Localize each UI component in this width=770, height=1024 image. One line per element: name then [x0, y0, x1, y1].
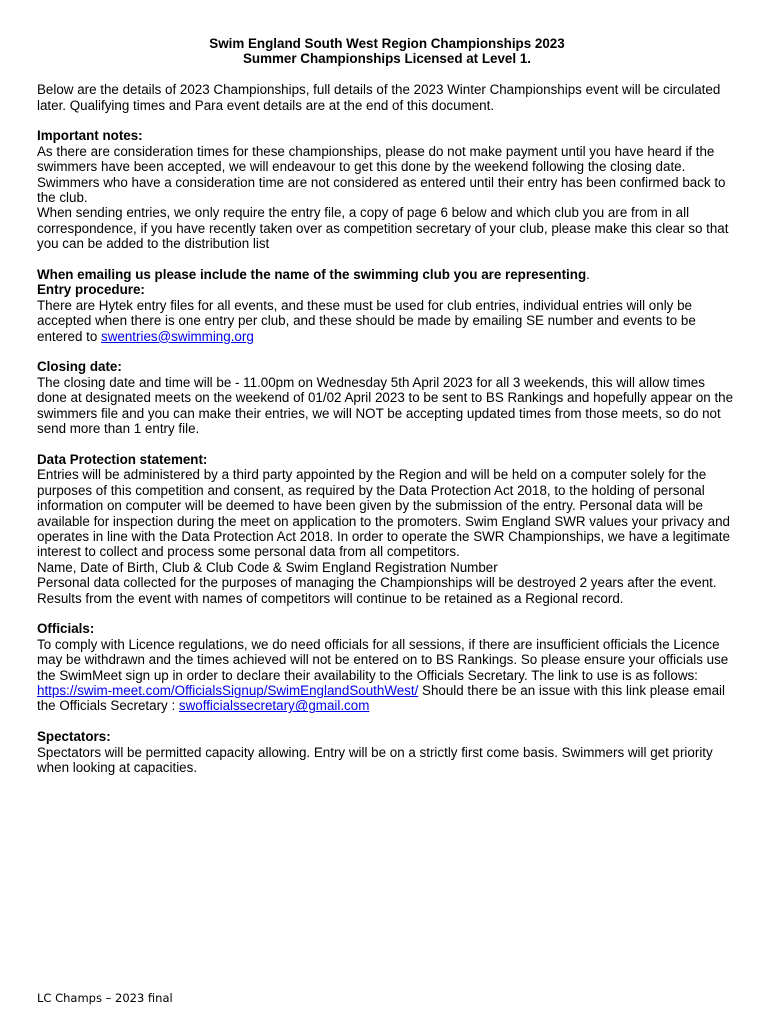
- entry-procedure-paragraph: [37, 298, 737, 344]
- important-notes-paragraph-2: Swimmers who have a consideration time are not considered as entered until their entry has been confirmed back to the club.: [37, 174, 726, 206]
- officials-text-2: Should there be an issue with this link please email the Officials Secretary :: [37, 682, 725, 714]
- officials-paragraph: [37, 637, 737, 714]
- intro-section: [37, 82, 737, 113]
- entry-section: [37, 267, 737, 344]
- entry-procedure-heading: Entry procedure:: [37, 282, 145, 298]
- closing-date-section: [37, 359, 737, 436]
- officials-secretary-email-link[interactable]: swofficialssecretary@gmail.com: [178, 698, 370, 714]
- spectators-heading: Spectators:: [37, 729, 111, 745]
- important-notes-paragraph-1: As there are consideration times for these championships, please do not make payment until you have heard if the swimmers have been accepted, we will endeavour to get this done by the weekend following the closing date.: [37, 143, 715, 175]
- closing-date-heading: Closing date:: [37, 359, 122, 375]
- officials-text-1: To comply with Licence regulations, we do need officials for all sessions, if there are insufficient officials the Licence may be withdrawn and the times achieved will not be entered on to BS Rankings. So please ensure your officials use the SwimMeet sign up in order to declare their availability to the Officials Secretary. The link to use is as follows:: [37, 636, 729, 683]
- title-line-1: Swim England South West Region Championships 2023: [209, 36, 565, 51]
- data-protection-paragraph-2: Name, Date of Birth, Club & Club Code & Swim England Registration Number: [37, 559, 498, 575]
- document-page: [37, 36, 737, 775]
- closing-date-paragraph: The closing date and time will be - 11.00pm on Wednesday 5th April 2023 for all 3 weekends, this will allow times done at designated meets on the weekend of 01/02 April 2023 to be sent to BS Rankings and hopefully appear on the swimmers file and you can make their entries, we will NOT be accepting updated times from those meets, so do not send more than 1 entry file.: [37, 374, 734, 437]
- entry-procedure-text: There are Hytek entry files for all events, and these must be used for club entries, individual entries will only be accepted when there is one entry per club, and these should be made by emailing SE number and events to be entered to: [37, 297, 696, 344]
- intro-paragraph: Below are the details of 2023 Championships, full details of the 2023 Winter Championships event will be circulated later. Qualifying times and Para event details are at the end of this document.: [37, 82, 721, 113]
- officials-section: [37, 621, 737, 713]
- emailing-note: [37, 267, 737, 282]
- important-notes-section: [37, 128, 737, 251]
- data-protection-paragraph-1: Entries will be administered by a third party appointed by the Region and will be held on a computer solely for the purposes of this competition and consent, as required by the Data Protection Act 2018, to the holding of personal information on computer will be deemed to have been given by the submission of the entry. Personal data will be available for inspection during the meet on application to the promoters. Swim England SWR values your privacy and operates in line with the Data Protection Act 2018. In order to operate the SWR Championships, we have a legitimate interest to collect and process some personal data from all competitors.: [37, 467, 730, 560]
- officials-signup-link[interactable]: https://swim-meet.com/OfficialsSignup/SwimEnglandSouthWest/: [37, 682, 419, 698]
- spectators-paragraph: Spectators will be permitted capacity allowing. Entry will be on a strictly first come basis. Swimmers will get priority when looking at capacities.: [37, 744, 713, 775]
- data-protection-section: [37, 452, 737, 606]
- spectators-section: [37, 729, 737, 775]
- data-protection-paragraph-3: Personal data collected for the purposes of managing the Championships will be destroyed 2 years after the event. Results from the event with names of competitors will continue to be retained as a Regional record.: [37, 575, 717, 606]
- emailing-note-period: .: [586, 267, 590, 283]
- entries-email-link[interactable]: swentries@swimming.org: [101, 328, 254, 344]
- title-line-2: Summer Championships Licensed at Level 1.: [243, 51, 531, 67]
- important-notes-heading: Important notes:: [37, 128, 143, 144]
- officials-heading: Officials:: [37, 621, 95, 637]
- emailing-note-bold: When emailing us please include the name of the swimming club you are representing: [37, 267, 587, 283]
- data-protection-heading: Data Protection statement:: [37, 451, 208, 467]
- important-notes-paragraph-3: When sending entries, we only require the entry file, a copy of page 6 below and which club you are from in all correspondence, if you have recently taken over as competition secretary of your club, please make this clear so that you can be added to the distribution list: [37, 205, 729, 252]
- page-title: [37, 36, 737, 67]
- page-footer: LC Champs – 2023 final: [37, 991, 173, 1005]
